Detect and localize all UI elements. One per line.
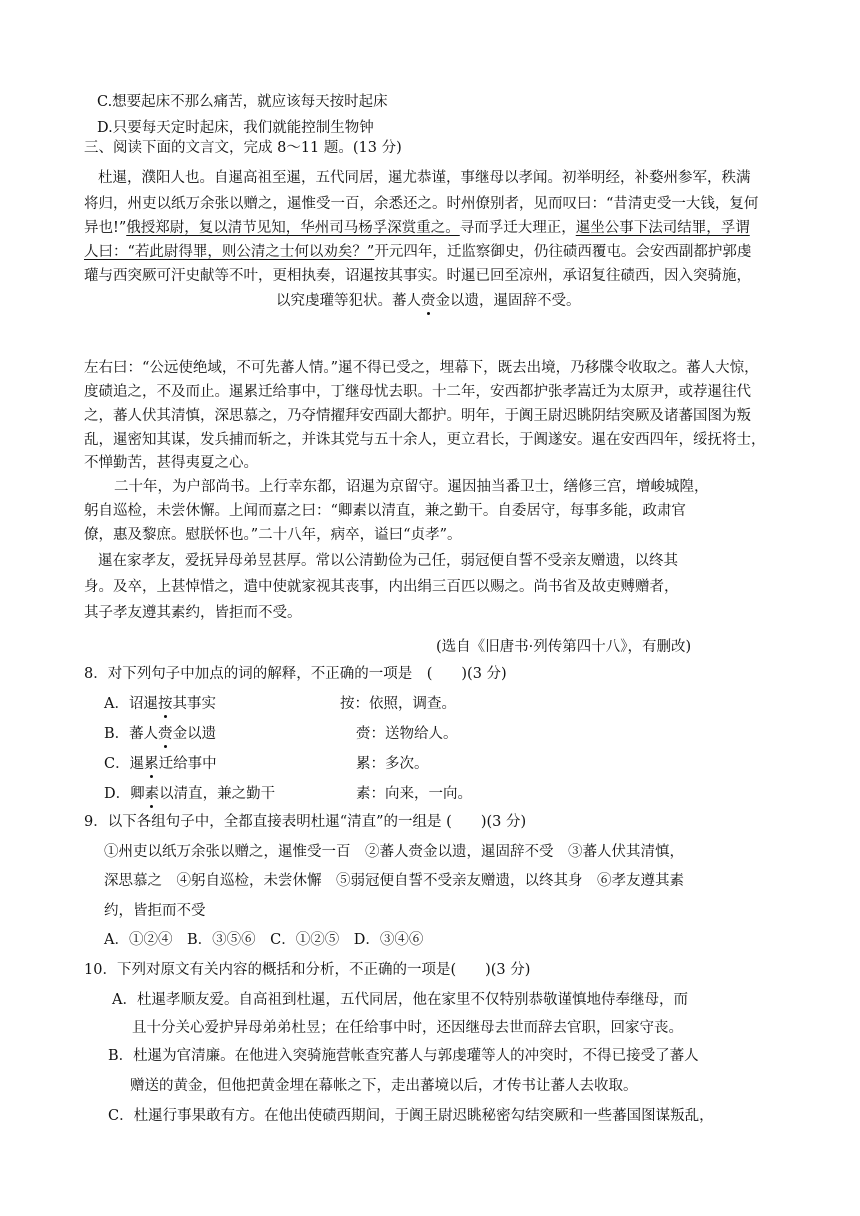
question-10-stem: 10．下列对原文有关内容的概括和分析，不正确的一项是( )(3 分) xyxy=(84,962,531,978)
passage-line: 度碛追之，不及而止。暹累迁给事中，丁继母忧去职。十二年，安西都护张孝嵩迁为太原尹，或荐暹往代 xyxy=(84,384,751,400)
q8-option-b-explanation: 赍：送物给人。 xyxy=(356,726,458,742)
q9-sentences-line: 深思慕之 ④躬自巡检，未尝休懈 ⑤弱冠便自誓不受亲友赠遗，以终其身 ⑥孝友遵其素 xyxy=(104,873,684,889)
passage-text: 金以遗，暹固辞不受。 xyxy=(435,293,581,309)
q10-option-a-cont: 且十分关心爱护异母弟弟杜昱；在任给事中时，还因继母去世而辞去官职，回家守丧。 xyxy=(132,1020,683,1036)
passage-line xyxy=(84,242,751,262)
passage-line: 杜暹，濮阳人也。自暹高祖至暹，五代同居，暹尤恭谨，事继母以孝闻。初举明经，补婺州参军，秩满 xyxy=(98,170,751,186)
passage-line: 躬自巡检，未尝休懈。上闻而嘉之曰：“卿素以清直，兼之勤干。自委居守，每事多能，政肃官 xyxy=(84,503,686,519)
passage-line: 乱，暹密知其谋，发兵捕而斩之，并诛其党与五十余人，更立君长，于阗遂安。暹在安西四年，绥抚将士， xyxy=(84,432,766,448)
underlined-sentence: 暹坐公事下法司结罪，孚谓 xyxy=(575,220,750,236)
q8-option-c-explanation: 累：多次。 xyxy=(356,756,429,772)
q10-option-c: C．杜暹行事果敢有方。在他出使碛西期间，于阗王尉迟眺秘密勾结突厥和一些蕃国图谋叛乱， xyxy=(108,1108,714,1124)
q10-option-b-cont: 赠送的黄金，但他把黄金埋在幕帐之下，走出蕃境以后，才传书让蕃人去收取。 xyxy=(130,1078,638,1094)
passage-text: 开元四年，迁监察御史，仍往碛西覆屯。会安西副都护郭虔 xyxy=(374,244,752,260)
q8-option-a: A．诏暹按其事实 xyxy=(104,696,216,712)
question-8-stem: 8．对下列句子中加点的词的解释，不正确的一项是 ( )(3 分) xyxy=(84,666,507,682)
prev-question-option-d: D.只要每天定时起床，我们就能控制生物钟 xyxy=(97,120,374,136)
q8-option-b: B．蕃人赍金以遗 xyxy=(104,726,217,742)
underlined-sentence: 人曰：“若此尉得罪，则公清之士何以劝矣？” xyxy=(84,244,375,260)
passage-line: 之，蕃人伏其清慎，深思慕之，乃夺情擢拜安西副大都护。明年，于阗王尉迟眺阴结突厥及诸蕃国图为叛 xyxy=(84,408,751,424)
passage-line: 不惮勤苦，甚得夷夏之心。 xyxy=(84,455,258,471)
underlined-sentence: 俄授郑尉，复以清节见知，华州司马杨孚深赏重之。 xyxy=(126,220,460,236)
passage-line: 其子孝友遵其素约，皆拒而不受。 xyxy=(84,605,302,621)
q9-sentences-line: ①州吏以纸万余张以赠之，暹惟受一百 ②蕃人赍金以遗，暹固辞不受 ③蕃人伏其清慎， xyxy=(104,844,684,860)
passage-line: 僚，惠及黎庶。慰朕怀也。”二十八年，病卒，谥曰“贞孝”。 xyxy=(84,527,462,543)
passage-line: 瓘与西突厥可汗史献等不叶，更相执奏，诏暹按其事实。时暹已回至凉州，承诏复往碛西，因入突骑施， xyxy=(84,268,751,284)
q9-sentences-line: 约，皆拒而不受 xyxy=(104,903,206,919)
passage-line: 二十年，为户部尚书。上行幸东都，诏暹为京留守。暹因抽当番卫士，缮修三宫，增峻城隍， xyxy=(114,479,709,495)
q8-option-d-explanation: 素：向来，一向。 xyxy=(356,786,472,802)
passage-text: 寻而孚迁大理正， xyxy=(459,220,576,236)
dotted-word: 赍 xyxy=(421,293,436,309)
q8-option-a-explanation: 按：依照，调查。 xyxy=(340,696,456,712)
passage-text: 以究虔瓘等犯状。蕃人 xyxy=(276,293,421,309)
dotted-word: 累 xyxy=(144,756,159,772)
passage-line xyxy=(276,291,581,311)
passage-text: 异也!” xyxy=(84,220,127,236)
passage-line: 左右曰：“公远使绝域，不可先蕃人情。”暹不得已受之，埋幕下，既去出境，乃移牒令收取之。蕃人大惊， xyxy=(84,360,759,376)
q10-option-a: A．杜暹孝顺友爱。自高祖到杜暹，五代同居，他在家里不仅特别恭敬谨慎地侍奉继母，而 xyxy=(112,992,688,1008)
q8-option-c: C．暹累迁给事中 xyxy=(104,756,217,772)
passage-line xyxy=(84,218,750,238)
q8-option-d: D．卿素以清直，兼之勤干 xyxy=(104,786,276,802)
passage-line: 将归，州吏以纸万余张以赠之，暹惟受一百，余悉还之。时州僚别者，见而叹曰：“昔清吏受一大钱，复何 xyxy=(84,196,759,212)
section-3-heading: 三、阅读下面的文言文，完成 8～11 题。(13 分) xyxy=(84,140,402,156)
q9-options: A．①②④ B．③⑤⑥ C．①②⑤ D．③④⑥ xyxy=(104,932,424,948)
q10-option-b: B．杜暹为官清廉。在他进入突骑施营帐查究蕃人与郭虔瓘等人的冲突时，不得已接受了蕃人 xyxy=(108,1048,699,1064)
prev-question-option-c: C.想要起床不那么痛苦，就应该每天按时起床 xyxy=(97,94,388,110)
dotted-word: 按 xyxy=(157,696,173,712)
question-9-stem: 9．以下各组句子中，全都直接表明杜暹“清直”的一组是 ( )(3 分) xyxy=(84,814,527,830)
dotted-word: 素 xyxy=(144,786,160,802)
passage-line: 暹在家孝友，爱抚异母弟昱甚厚。常以公清勤俭为己任，弱冠便自誓不受亲友赠遗，以终其 xyxy=(98,553,678,569)
dotted-word: 赍 xyxy=(158,726,173,742)
passage-source: (选自《旧唐书·列传第四十八》，有删改) xyxy=(436,639,692,655)
passage-line: 身。及卒，上甚悼惜之，遣中使就家视其丧事，内出绢三百匹以赐之。尚书省及故吏赙赠者， xyxy=(84,579,679,595)
